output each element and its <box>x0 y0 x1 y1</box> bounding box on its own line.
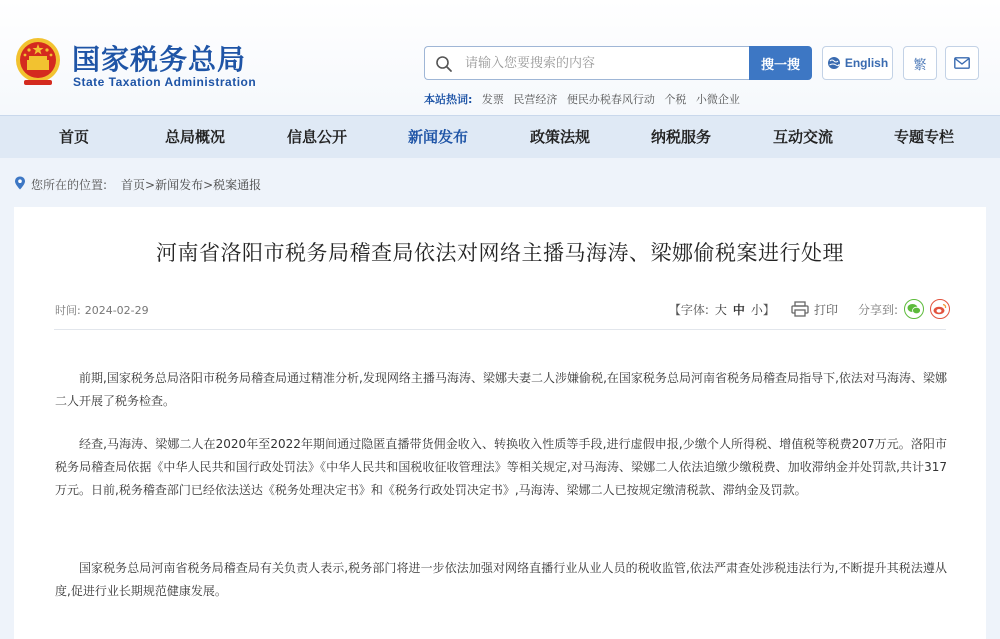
weibo-icon <box>933 303 947 315</box>
search-icon <box>435 55 453 73</box>
nav-item-special[interactable]: 专题专栏 <box>893 128 954 146</box>
breadcrumb <box>0 168 1000 198</box>
meta-divider <box>54 329 946 330</box>
breadcrumb-tax-cases[interactable]: 税案通报 <box>213 178 262 192</box>
article-paragraph: 国家税务总局河南省税务局稽查局有关负责人表示,税务部门将进一步依法加强对网络直播行业从业人员的税收监管,依法严肃查处涉税违法行为,不断提升其税法遵从度,促进行业长期规范健康发展。 <box>55 561 947 598</box>
nav-item-interaction[interactable]: 互动交流 <box>772 128 833 146</box>
hot-words <box>424 91 740 107</box>
english-button[interactable] <box>822 46 893 80</box>
wechat-icon <box>907 303 921 315</box>
traditional-chinese-button[interactable]: 繁 <box>903 46 937 80</box>
breadcrumb-home[interactable]: 首页 <box>121 178 146 192</box>
site-logo-chinese[interactable]: 国家税务总局 <box>72 43 247 76</box>
site-header <box>0 0 1000 115</box>
site-logo-english[interactable]: State Taxation Administration <box>73 75 257 89</box>
article-date <box>55 302 149 318</box>
envelope-icon <box>954 57 970 69</box>
article-paragraph: 经查,马海涛、梁娜二人在2020年至2022年期间通过隐匿直播带货佣金收入、转换收入性质等手段,进行虚假申报,少缴个人所得税、增值税等税费207万元。洛阳市税务局稽查局依据《中华人民共和国行政处罚法》《中华人民共和国税收征收管理法》等相关规定,对马海涛、梁娜二人依法追缴少缴税费、加收滞纳金并处罚款,共计317万元。日前,税务稽查部门已经依法送达《税务处理决定书》和《税务行政处罚决定书》,马海涛、梁娜二人已按规定缴清税款、滞纳金及罚款。 <box>55 437 947 497</box>
breadcrumb-separator: > <box>203 178 214 192</box>
hot-word-link[interactable]: 个税 <box>664 93 687 106</box>
share-label: 分享到: <box>857 302 898 317</box>
font-size-bracket: 】 <box>762 302 775 317</box>
nav-item-policy[interactable]: 政策法规 <box>529 128 590 146</box>
breadcrumb-news[interactable]: 新闻发布 <box>155 178 204 192</box>
search-input[interactable] <box>465 47 745 79</box>
nav-item-news[interactable]: 新闻发布 <box>407 128 468 146</box>
breadcrumb-links <box>121 176 261 193</box>
english-button-label: English <box>844 56 889 70</box>
print-label: 打印 <box>813 302 838 317</box>
nav-item-disclosure[interactable]: 信息公开 <box>286 128 347 146</box>
date-label: 时间: <box>55 304 81 317</box>
mail-button[interactable] <box>945 46 979 80</box>
hot-word-link[interactable]: 发票 <box>481 93 504 106</box>
breadcrumb-separator: > <box>145 178 156 192</box>
location-pin-icon <box>14 176 26 190</box>
article-paragraph: 前期,国家税务总局洛阳市税务局稽查局通过精准分析,发现网络主播马海涛、梁娜夫妻二人涉嫌偷税,在国家税务总局河南省税务局稽查局指导下,依法对马海涛、梁娜二人开展了税务检查。 <box>55 371 947 408</box>
date-value: 2024-02-29 <box>84 304 149 317</box>
search-button[interactable]: 搜一搜 <box>749 46 812 80</box>
nav-item-home[interactable]: 首页 <box>58 128 89 146</box>
share-wechat-button[interactable] <box>904 299 924 319</box>
hot-word-link[interactable]: 小微企业 <box>695 93 740 106</box>
font-size-small[interactable]: 小 <box>750 302 763 317</box>
print-button[interactable] <box>791 301 838 318</box>
hot-words-label: 本站热词: <box>424 93 473 106</box>
share-weibo-button[interactable] <box>930 299 950 319</box>
national-emblem-icon <box>14 36 62 88</box>
font-size-large[interactable]: 大 <box>714 302 727 317</box>
breadcrumb-label: 您所在的位置: <box>31 178 108 192</box>
article-tools <box>669 299 950 319</box>
hot-word-link[interactable]: 民营经济 <box>513 93 558 106</box>
nav-item-service[interactable]: 纳税服务 <box>650 128 711 146</box>
hot-word-link[interactable]: 便民办税春风行动 <box>566 93 655 106</box>
font-size-medium[interactable]: 中 <box>732 302 745 317</box>
search-box <box>424 46 750 80</box>
main-nav <box>0 115 1000 158</box>
article-panel <box>14 207 986 639</box>
font-size-label: 【字体: <box>668 302 709 317</box>
globe-icon <box>827 56 841 70</box>
printer-icon <box>791 301 809 317</box>
article-title: 河南省洛阳市税务局稽查局依法对网络主播马海涛、梁娜偷税案进行处理 <box>156 241 844 265</box>
nav-item-overview[interactable]: 总局概况 <box>164 128 225 146</box>
